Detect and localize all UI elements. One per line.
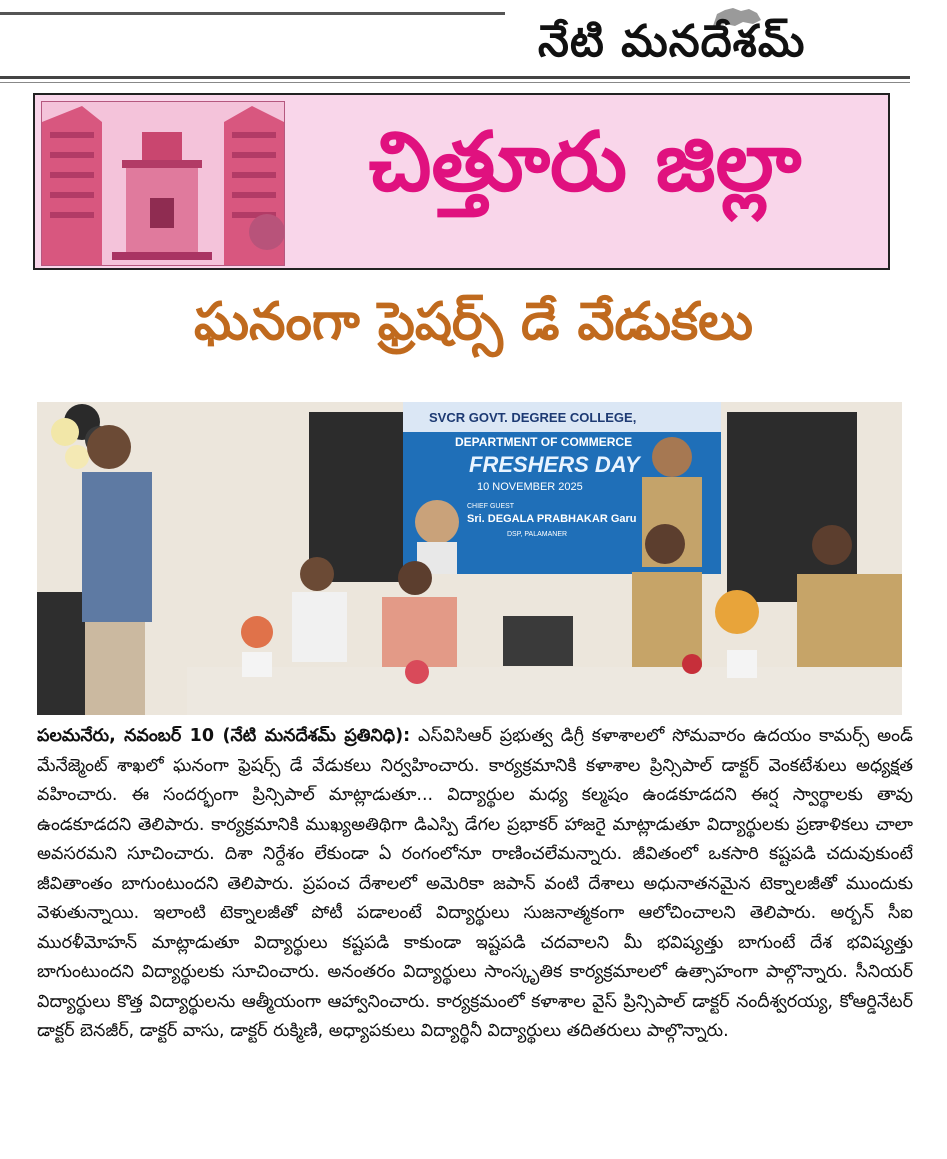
district-title: చిత్తూరు జిల్లా — [368, 115, 802, 210]
banner-college-name: SVCR GOVT. DEGREE COLLEGE, — [429, 410, 637, 425]
banner-chief-guest-label: CHIEF GUEST — [467, 503, 515, 510]
banner-event-title: FRESHERS DAY — [469, 452, 640, 477]
event-photo — [37, 402, 902, 715]
newspaper-title: నేటి మనదేశమ్ — [538, 16, 806, 67]
district-landmark-photo — [41, 101, 285, 266]
banner-department: DEPARTMENT OF COMMERCE — [455, 435, 633, 449]
masthead — [520, 6, 920, 76]
article-body — [37, 722, 913, 1047]
top-rule — [0, 12, 505, 15]
banner-date: 10 NOVEMBER 2025 — [477, 481, 583, 493]
article-text: ఎస్‌విసిఆర్ ప్రభుత్వ డిగ్రీ కళాశాలలో సోమవారం ఉదయం కామర్స్ అండ్ మేనేజ్మెంట్ శాఖలో ఘనంగా ఫ్రెషర్స్ డే వేడుకలు నిర్వహించారు. కార్యక్రమానికి కళాశాల ప్రిన్సిపాల్ డాక్టర్ వెంకటేశులు అధ్యక్షత వహించారు. ఈ సందర్భంగా ప్రిన్సిపాల్ మాట్లాడుతూ... విద్యార్థుల మధ్య కల్మషం ఉండకూడదని ఈర్ష స్వార్థాలకు తావు ఉండకూడదని తెలిపారు. కార్యక్రమానికి ముఖ్యఅతిథిగా డిఎస్పి డేగల ప్రభాకర్ హాజరై మాట్లాడుతూ విద్యార్థులకు ప్రణాళికలు చాలా అవసరమని సూచించారు. దిశా నిర్దేశం లేకుండా ఏ రంగంలోనూ రాణించలేమన్నారు. జీవితంలో ఒకసారి కష్టపడి చదువుకుంటే జీవితాంతం బాగుంటుందని తెలిపారు. ప్రపంచ దేశాలలో అమెరికా జపాన్ వంటి దేశాలు అధునాతనమైన టెక్నాలజీతో ముందుకు వెళుతున్నాయి. ఇలాంటి టెక్నాలజీతో పోటీ పడాలంటే విద్యార్థులు సుజనాత్మకంగా ఆలోచించాలని తెలిపారు. అర్బన్ సీఐ మురళీమోహన్ మాట్లాడుతూ విద్యార్థులు కష్టపడి కాకుండా ఇష్టపడి చదవాలని మీ భవిష్యత్తు బాగుంటే దేశ భవిష్యత్తు బాగుంటుందని విద్యార్థులకు సూచించారు. అనంతరం విద్యార్థులు సాంస్కృతిక కార్యక్రమాలలో ఉత్సాహంగా పాల్గొన్నారు. సీనియర్ విద్యార్థులు కొత్త విద్యార్థులను ఆత్మీయంగా ఆహ్వానించారు. కార్యక్రమంలో కళాశాల వైస్ ప్రిన్సిపాల్ డాక్టర్ నందీశ్వరయ్య, కోఆర్డినేటర్ డాక్టర్ బెనజీర్, డాక్టర్ వాసు, డాక్టర్ రుక్మిణి, అధ్యాపకులు విద్యార్థినీ విద్యార్థులు తదితరులు పాల్గొన్నారు. — [37, 726, 913, 1041]
article-dateline: పలమనేరు, నవంబర్ 10 (నేటి మనదేశమ్ ప్రతినిధి): — [37, 726, 411, 746]
district-banner — [33, 93, 890, 270]
banner-chief-guest-role: DSP, PALAMANER — [507, 531, 568, 538]
masthead-rule — [0, 76, 910, 79]
headline: ఘనంగా ఫ్రెషర్స్ డే వేడుకలు — [194, 292, 753, 352]
banner-chief-guest: Sri. DEGALA PRABHAKAR Garu — [467, 513, 637, 525]
masthead-rule-thin — [0, 82, 910, 83]
